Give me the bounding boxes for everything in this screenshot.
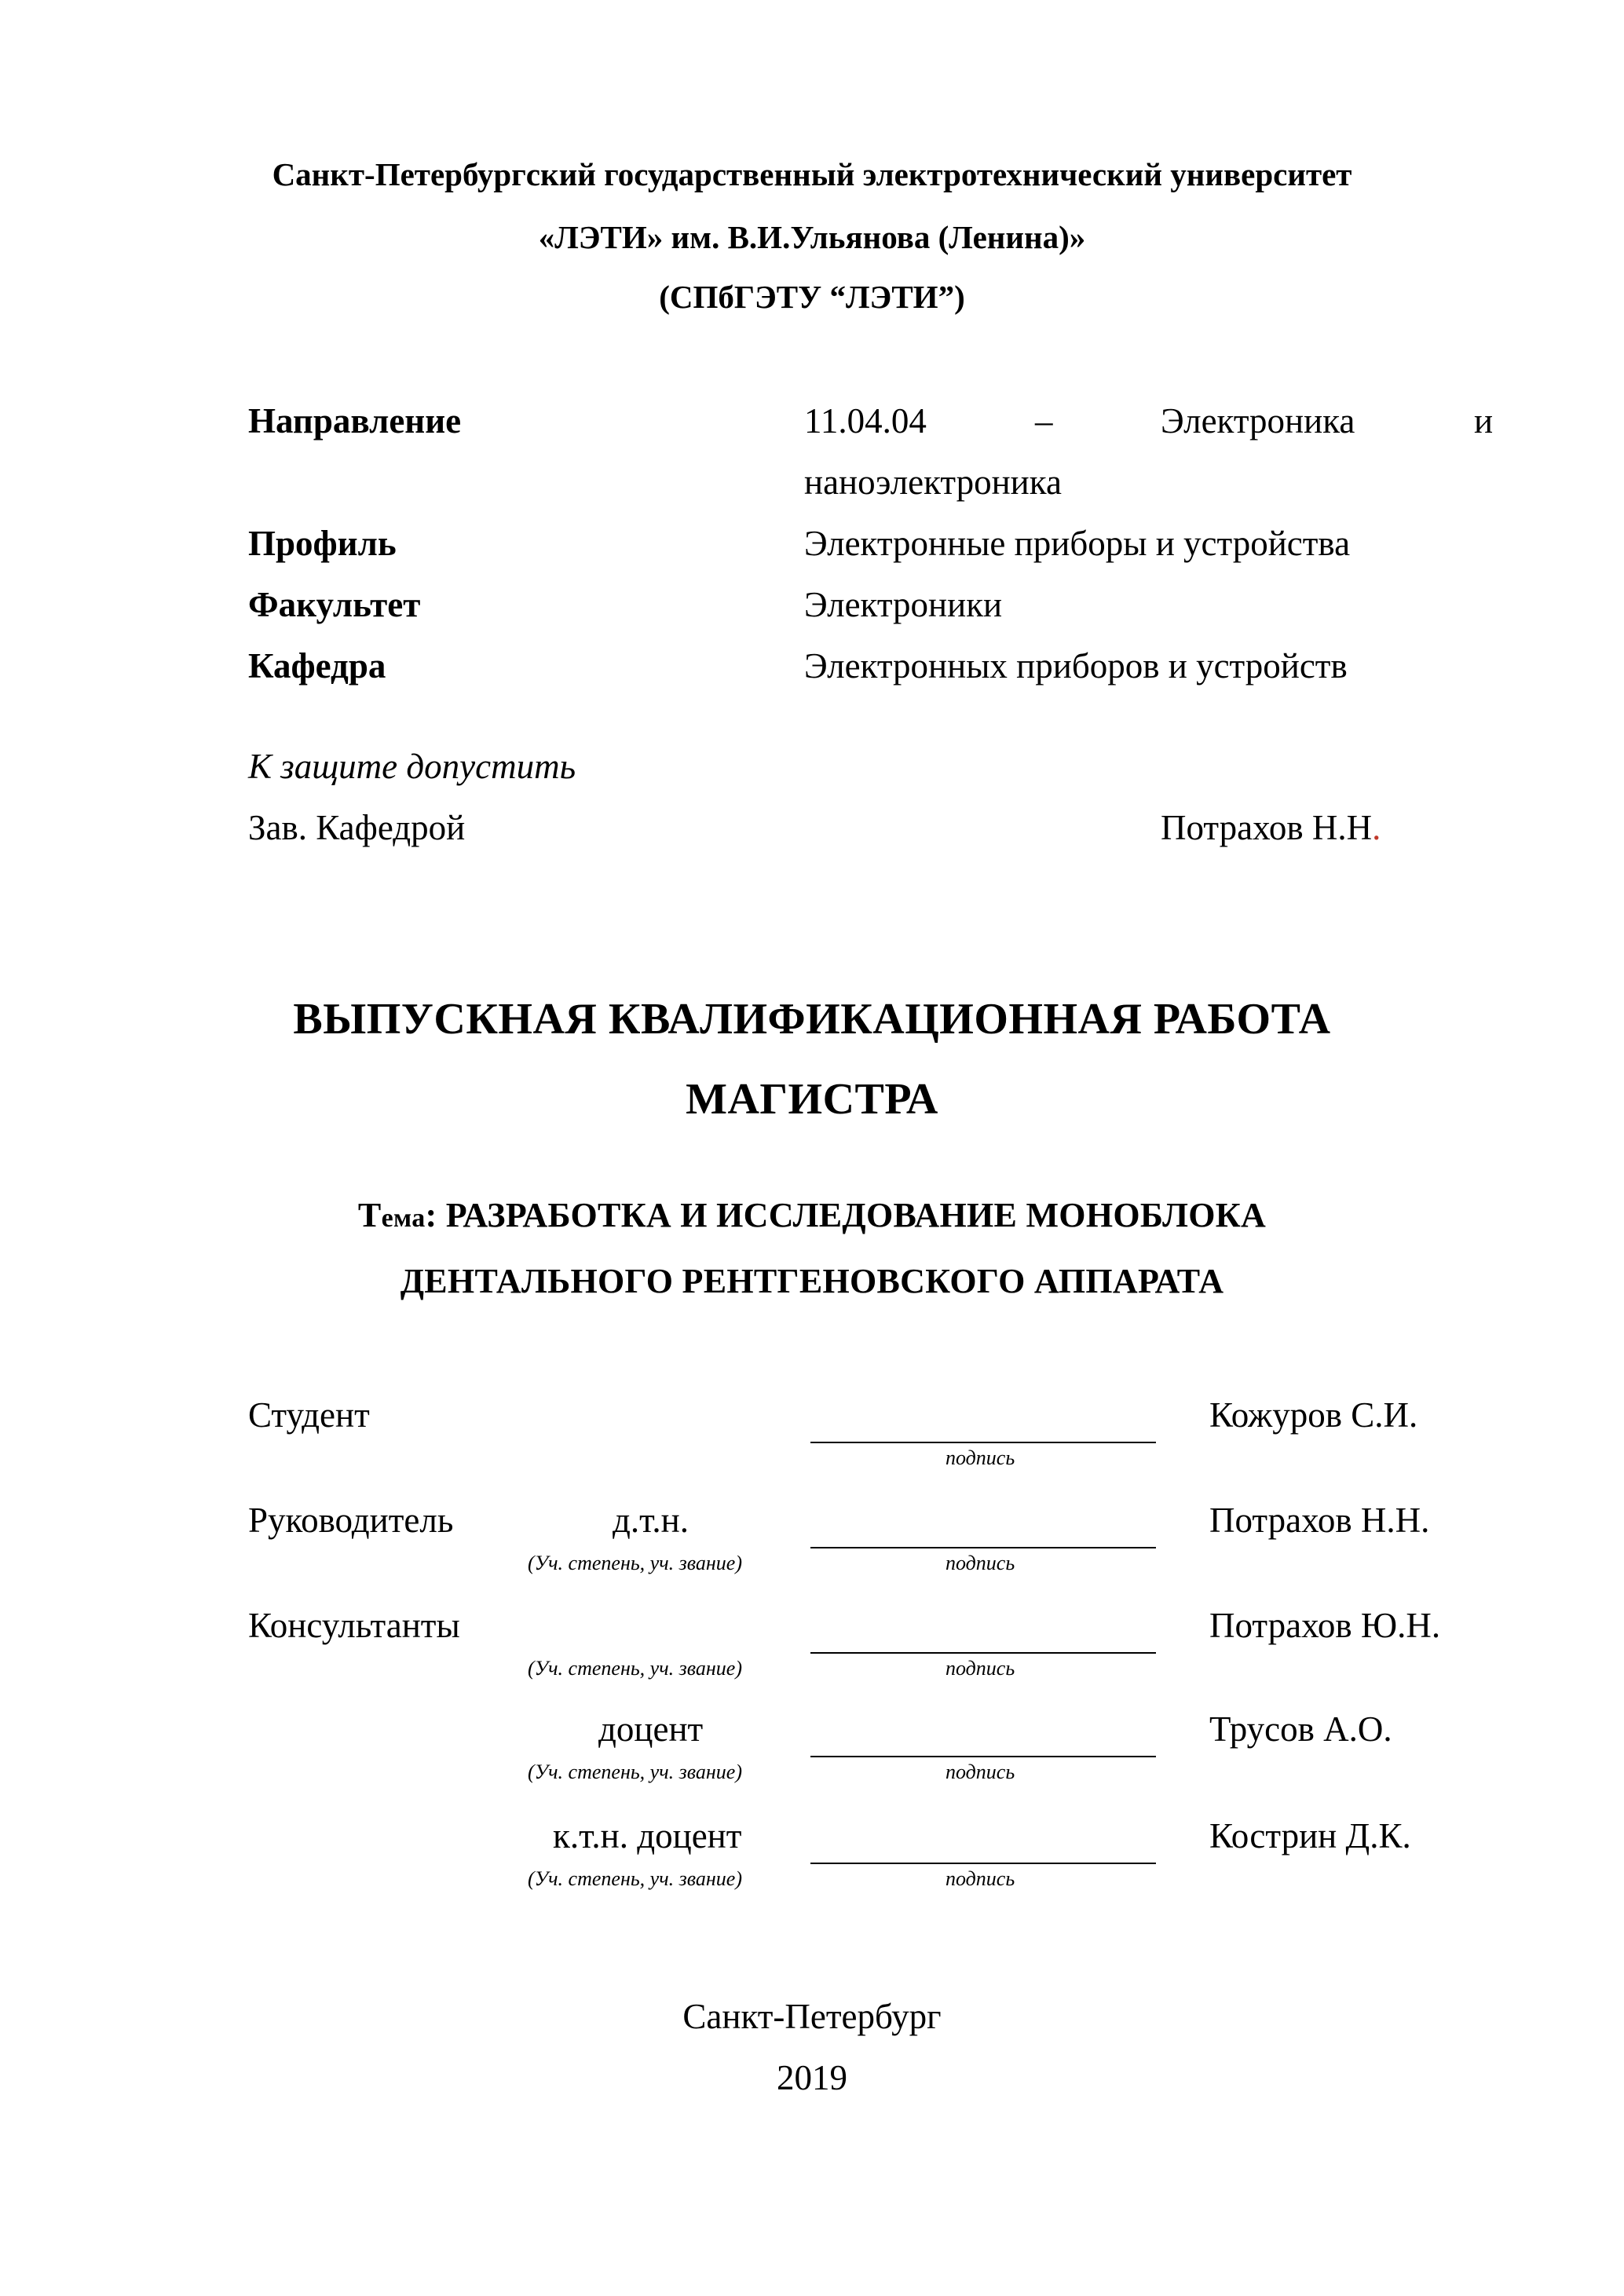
- student-signature-caption: подпись: [946, 1446, 1015, 1469]
- year: 2019: [777, 2058, 847, 2097]
- consultant2-signature-caption: подпись: [946, 1760, 1015, 1783]
- supervisor-label: Руководитель: [248, 1501, 454, 1540]
- department-label: Кафедра: [248, 646, 386, 686]
- consultants-label: Консультанты: [248, 1606, 460, 1645]
- consultant3-signature-caption: подпись: [946, 1867, 1015, 1890]
- faculty-value: Электроники: [804, 585, 1003, 624]
- consultant3-name: Кострин Д.К.: [1209, 1816, 1411, 1855]
- direction-code: 11.04.04: [804, 401, 927, 441]
- consultant3-degree: к.т.н. доцент: [553, 1816, 742, 1855]
- direction-word2: и: [1474, 401, 1494, 441]
- supervisor-degree: д.т.н.: [613, 1501, 689, 1540]
- university-abbreviation: (СПбГЭТУ “ЛЭТИ”): [659, 279, 965, 315]
- work-title-line1: ВЫПУСКНАЯ КВАЛИФИКАЦИОННАЯ РАБОТА: [293, 995, 1331, 1044]
- consultant3-degree-caption: (Уч. степень, уч. звание): [528, 1867, 742, 1890]
- work-title-line2: МАГИСТРА: [686, 1075, 938, 1124]
- university-name-line2: «ЛЭТИ» им. В.И.Ульянова (Ленина)»: [538, 219, 1086, 255]
- department-value: Электронных приборов и устройств: [804, 646, 1348, 686]
- consultant1-signature-line: [810, 1652, 1156, 1654]
- consultant2-degree: доцент: [598, 1709, 704, 1749]
- consultant1-degree-caption: (Уч. степень, уч. звание): [528, 1657, 742, 1680]
- consultant3-signature-line: [810, 1863, 1156, 1864]
- supervisor-degree-caption: (Уч. степень, уч. звание): [528, 1552, 742, 1574]
- admit-to-defense: К защите допустить: [248, 747, 576, 786]
- city: Санкт-Петербург: [682, 1997, 942, 2036]
- consultant1-name: Потрахов Ю.Н.: [1209, 1606, 1441, 1645]
- direction-dash: –: [1035, 401, 1053, 441]
- student-name: Кожуров С.И.: [1209, 1395, 1418, 1435]
- faculty-label: Факультет: [248, 585, 421, 624]
- head-of-department-label: Зав. Кафедрой: [248, 808, 466, 847]
- supervisor-name: Потрахов Н.Н.: [1209, 1501, 1430, 1540]
- university-name: Санкт-Петербургский государственный электротехнический университет: [272, 156, 1352, 192]
- student-signature-line: [810, 1442, 1156, 1443]
- topic-line1: Тема: РАЗРАБОТКА И ИССЛЕДОВАНИЕ МОНОБЛОКА: [357, 1196, 1267, 1234]
- direction-label: Направление: [248, 401, 462, 441]
- consultant2-name: Трусов А.О.: [1209, 1709, 1392, 1749]
- consultant1-signature-caption: подпись: [946, 1657, 1015, 1680]
- topic-line2: ДЕНТАЛЬНОГО РЕНТГЕНОВСКОГО АППАРАТА: [400, 1262, 1224, 1300]
- direction-word1: Электроника: [1161, 401, 1355, 441]
- head-of-department-name: Потрахов Н.Н.: [1161, 808, 1381, 847]
- direction-value-line2: наноэлектроника: [804, 462, 1062, 502]
- supervisor-signature-line: [810, 1547, 1156, 1548]
- student-label: Студент: [248, 1395, 370, 1435]
- profile-label: Профиль: [248, 524, 397, 563]
- consultant2-signature-line: [810, 1756, 1156, 1757]
- supervisor-signature-caption: подпись: [946, 1552, 1015, 1574]
- consultant2-degree-caption: (Уч. степень, уч. звание): [528, 1760, 742, 1783]
- profile-value: Электронные приборы и устройства: [804, 524, 1351, 563]
